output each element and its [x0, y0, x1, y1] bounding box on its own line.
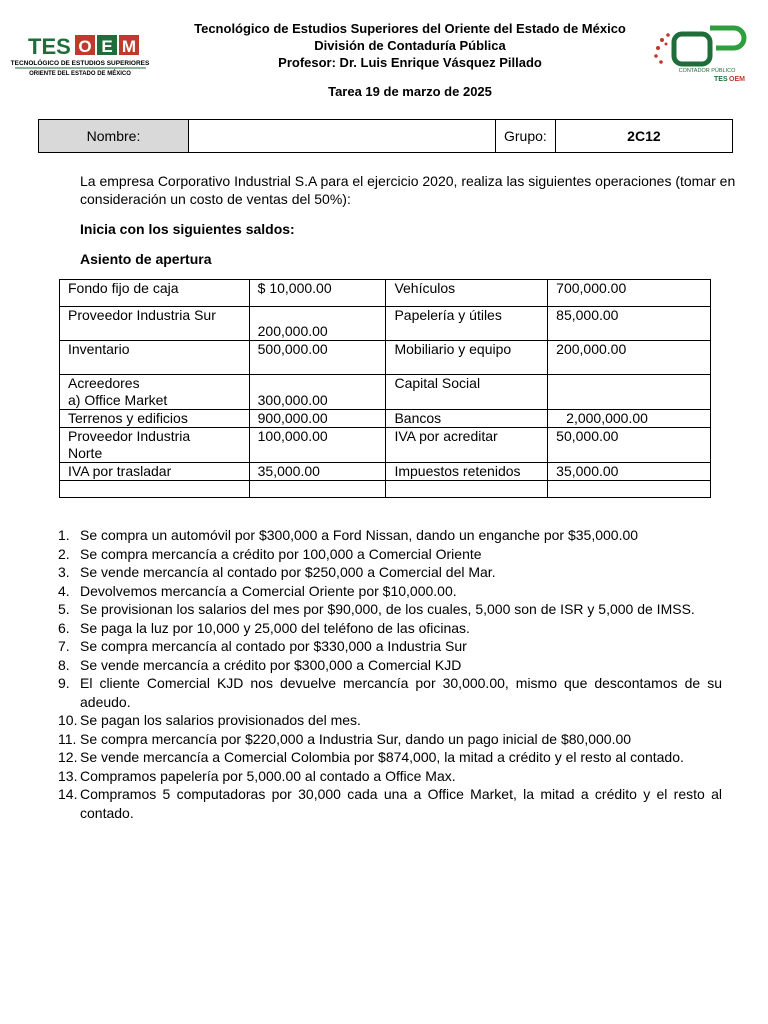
item-text: El cliente Comercial KJD nos devuelve mercancía por 30,000.00, mismo que descontamos de su adeudo. [80, 675, 722, 710]
table-cell: 2,000,000.00 [548, 410, 711, 428]
item-number: 4. [58, 582, 70, 599]
logo-right-tes: TES [714, 76, 728, 83]
table-cell: 900,000.00 [249, 410, 386, 428]
table-cell: Vehículos [386, 280, 548, 307]
item-number: 7. [58, 638, 70, 654]
table-row [60, 307, 711, 341]
item-text: Se compra mercancía al contado por $330,000 a Industria Sur [80, 638, 467, 654]
table-row [60, 428, 711, 463]
cell-line: Acreedores [68, 375, 140, 391]
group-value: 2C12 [555, 120, 732, 153]
item-number: 6. [58, 619, 70, 636]
table-cell: 500,000.00 [249, 341, 386, 375]
list-item [58, 619, 722, 638]
table-row [60, 375, 711, 410]
logo-right-line1: CONTADOR PÚBLICO [678, 68, 736, 74]
item-number: 2. [58, 545, 70, 562]
table-cell: 85,000.00 [548, 307, 711, 341]
table-row [60, 280, 711, 307]
table-cell: Terrenos y edificios [60, 410, 250, 428]
logo-right-oem: OEM [729, 76, 745, 83]
item-number: 13. [58, 767, 78, 784]
table-row [60, 463, 711, 481]
table-cell [386, 481, 548, 498]
list-item [58, 545, 722, 564]
item-number: 5. [58, 601, 70, 617]
list-item [58, 674, 722, 711]
table-cell: 50,000.00 [548, 428, 711, 463]
item-text: Se compra un automóvil por $300,000 a Ford Nissan, dando un enganche por $35,000.00 [80, 527, 639, 543]
table-row [60, 410, 711, 428]
table-row [60, 341, 711, 375]
item-text: Se compra mercancía a crédito por 100,000 a Comercial Oriente [80, 545, 482, 562]
list-item [58, 785, 722, 822]
institution-title: Tecnológico de Estudios Superiores del Oriente del Estado de México [194, 21, 626, 36]
table-cell [548, 481, 711, 498]
table-cell: Fondo fijo de caja [60, 280, 250, 307]
table-cell: Bancos [386, 410, 548, 428]
item-text: Se paga la luz por 10,000 y 25,000 del teléfono de las oficinas. [80, 619, 470, 636]
student-info-table [38, 119, 733, 153]
list-item [58, 767, 722, 786]
table-cell: 700,000.00 [548, 280, 711, 307]
table-cell: IVA por acreditar [386, 428, 548, 463]
item-number: 10. [58, 712, 78, 728]
list-item [58, 637, 722, 656]
table-cell: Inventario [60, 341, 250, 375]
intro-paragraph: La empresa Corporativo Industrial S.A para el ejercicio 2020, realiza las siguientes operaciones (tomar en consideración un costo de ventas del 50%): [80, 173, 736, 207]
cell-line: Proveedor Industria [68, 428, 191, 444]
cell-line: Norte [68, 445, 103, 461]
group-label: Grupo: [496, 120, 556, 153]
table-cell: Capital Social [386, 375, 548, 410]
asiento-heading: Asiento de apertura [80, 251, 212, 267]
item-number: 14. [58, 786, 78, 802]
item-number: 12. [58, 749, 78, 765]
contador-publico-logo [650, 20, 748, 84]
table-cell: Impuestos retenidos [386, 463, 548, 481]
table-cell: 35,000.00 [249, 463, 386, 481]
table-cell: 200,000.00 [548, 341, 711, 375]
item-text: Se pagan los salarios provisionados del mes. [80, 712, 361, 728]
table-cell: 100,000.00 [249, 428, 386, 463]
table-cell: Mobiliario y equipo [386, 341, 548, 375]
table-cell [249, 481, 386, 498]
division-title: División de Contaduría Pública [314, 38, 506, 53]
table-cell: 200,000.00 [249, 307, 386, 341]
table-cell: 35,000.00 [548, 463, 711, 481]
logo-tes-text: TES [28, 34, 71, 59]
item-text: Se provisionan los salarios del mes por $90,000, de los cuales, 5,000 son de ISR y 5,000 de IMSS. [80, 601, 695, 617]
logo-oem-e: E [101, 37, 113, 56]
logo-line2: ORIENTE DEL ESTADO DE MÉXICO [29, 71, 131, 77]
table-row [60, 481, 711, 498]
saldos-heading: Inicia con los siguientes saldos: [80, 221, 295, 237]
professor-name: Profesor: Dr. Luis Enrique Vásquez Pillado [278, 55, 542, 70]
item-text: Se vende mercancía a crédito por $300,000 a Comercial KJD [80, 656, 462, 673]
table-cell [60, 428, 250, 463]
opening-balances-table [59, 279, 711, 498]
list-item [58, 600, 722, 619]
item-number: 8. [58, 656, 70, 673]
name-field[interactable] [189, 120, 496, 153]
table-cell: $ 10,000.00 [249, 280, 386, 307]
operations-list [58, 526, 722, 822]
logo-oem-o: O [78, 37, 92, 56]
list-item [58, 711, 722, 730]
table-cell: IVA por trasladar [60, 463, 250, 481]
item-text: Se compra mercancía por $220,000 a Industria Sur, dando un pago inicial de $80,000.00 [80, 730, 632, 747]
name-label: Nombre: [39, 120, 189, 153]
table-cell: 300,000.00 [249, 375, 386, 410]
item-number: 1. [58, 527, 70, 543]
item-number: 9. [58, 675, 70, 691]
logo-line1: TECNOLÓGICO DE ESTUDIOS SUPERIORES [10, 60, 150, 67]
logo-oem-m: M [121, 37, 137, 56]
task-date: Tarea 19 de marzo de 2025 [328, 84, 492, 99]
table-cell: Papelería y útiles [386, 307, 548, 341]
item-text: Compramos 5 computadoras por 30,000 cada una a Office Market, la mitad a crédito y el resto al contado. [80, 786, 722, 821]
table-cell [60, 375, 250, 410]
list-item [58, 656, 722, 675]
list-item [58, 730, 722, 749]
item-number: 11. [58, 730, 77, 747]
list-item [58, 526, 722, 545]
cell-line: a) Office Market [68, 392, 168, 408]
tesoem-logo [10, 30, 150, 80]
item-text: Se vende mercancía al contado por $250,000 a Comercial del Mar. [80, 564, 496, 580]
item-text: Se vende mercancía a Comercial Colombia por $874,000, la mitad a crédito y el resto al contado. [80, 749, 684, 765]
item-number: 3. [58, 564, 70, 580]
list-item [58, 582, 722, 601]
table-cell [548, 375, 711, 410]
item-text: Compramos papelería por 5,000.00 al contado a Office Max. [80, 767, 456, 784]
list-item [58, 563, 722, 582]
list-item [58, 748, 722, 767]
table-cell [60, 481, 250, 498]
table-cell: Proveedor Industria Sur [60, 307, 250, 341]
item-text: Devolvemos mercancía a Comercial Oriente por $10,000.00. [80, 582, 457, 599]
